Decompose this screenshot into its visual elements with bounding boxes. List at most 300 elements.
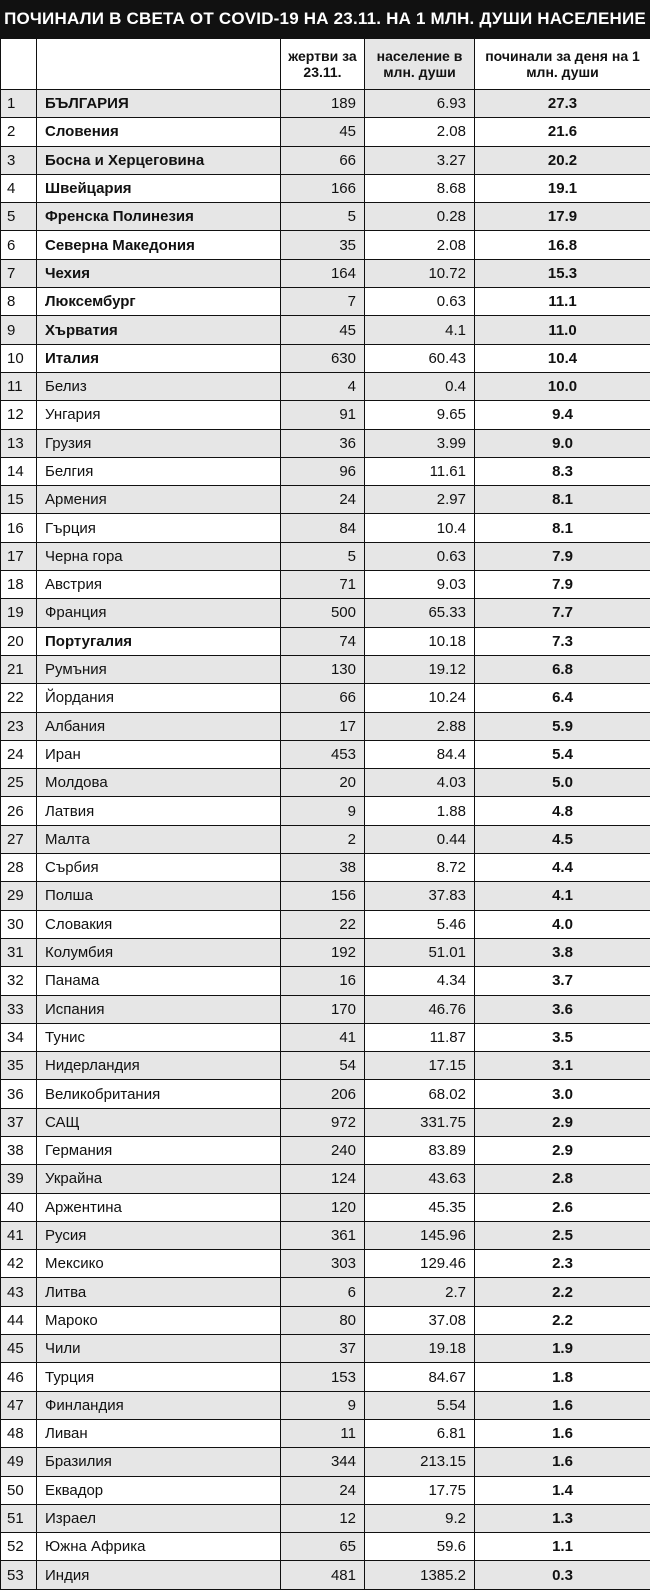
deaths-value: 17: [281, 712, 365, 740]
per-million-value: 16.8: [475, 231, 650, 259]
deaths-value: 91: [281, 401, 365, 429]
population-value: 5.46: [365, 910, 475, 938]
table-row: [1, 1504, 650, 1532]
per-million-value: 7.9: [475, 542, 650, 570]
table-row: [1, 1193, 650, 1221]
row-number: 45: [1, 1335, 37, 1363]
population-value: 43.63: [365, 1165, 475, 1193]
per-million-value: 1.6: [475, 1419, 650, 1447]
table-row: [1, 1363, 650, 1391]
row-number: 16: [1, 514, 37, 542]
population-value: 5.54: [365, 1391, 475, 1419]
country-name: Франция: [37, 599, 281, 627]
row-number: 40: [1, 1193, 37, 1221]
per-million-value: 3.6: [475, 995, 650, 1023]
country-name: Сърбия: [37, 854, 281, 882]
population-value: 0.63: [365, 288, 475, 316]
country-name: Ливан: [37, 1419, 281, 1447]
row-number: 8: [1, 288, 37, 316]
population-value: 10.18: [365, 627, 475, 655]
per-million-value: 1.9: [475, 1335, 650, 1363]
population-value: 10.24: [365, 684, 475, 712]
country-name: Словакия: [37, 910, 281, 938]
population-value: 10.4: [365, 514, 475, 542]
table-row: [1, 146, 650, 174]
country-name: Латвия: [37, 797, 281, 825]
row-number: 27: [1, 825, 37, 853]
deaths-value: 500: [281, 599, 365, 627]
country-name: Аржентина: [37, 1193, 281, 1221]
deaths-value: 5: [281, 203, 365, 231]
row-number: 14: [1, 457, 37, 485]
population-value: 19.12: [365, 655, 475, 683]
population-value: 83.89: [365, 1136, 475, 1164]
table-row: [1, 1108, 650, 1136]
country-name: Южна Африка: [37, 1533, 281, 1561]
table-body: [1, 90, 650, 1590]
country-name: Люксембург: [37, 288, 281, 316]
country-name: Малта: [37, 825, 281, 853]
country-name: Полша: [37, 882, 281, 910]
table-row: [1, 1561, 650, 1589]
country-name: Черна гора: [37, 542, 281, 570]
row-number: 24: [1, 740, 37, 768]
country-name: Португалия: [37, 627, 281, 655]
population-value: 4.03: [365, 769, 475, 797]
per-million-value: 3.5: [475, 1023, 650, 1051]
table-row: [1, 1476, 650, 1504]
population-value: 2.08: [365, 118, 475, 146]
country-name: Турция: [37, 1363, 281, 1391]
deaths-value: 4: [281, 372, 365, 400]
table-row: [1, 514, 650, 542]
per-million-value: 11.0: [475, 316, 650, 344]
per-million-value: 4.8: [475, 797, 650, 825]
deaths-value: 74: [281, 627, 365, 655]
row-number: 9: [1, 316, 37, 344]
row-number: 4: [1, 174, 37, 202]
per-million-value: 6.4: [475, 684, 650, 712]
deaths-value: 124: [281, 1165, 365, 1193]
per-million-value: 6.8: [475, 655, 650, 683]
table-row: [1, 797, 650, 825]
deaths-value: 453: [281, 740, 365, 768]
country-name: Русия: [37, 1221, 281, 1249]
deaths-value: 36: [281, 429, 365, 457]
population-value: 65.33: [365, 599, 475, 627]
table-row: [1, 1533, 650, 1561]
table-row: [1, 967, 650, 995]
per-million-value: 8.1: [475, 514, 650, 542]
per-million-value: 7.3: [475, 627, 650, 655]
population-value: 1385.2: [365, 1561, 475, 1589]
per-million-value: 3.7: [475, 967, 650, 995]
row-number: 37: [1, 1108, 37, 1136]
deaths-value: 9: [281, 1391, 365, 1419]
row-number: 29: [1, 882, 37, 910]
per-million-value: 5.9: [475, 712, 650, 740]
table-row: [1, 1165, 650, 1193]
country-name: Испания: [37, 995, 281, 1023]
per-million-value: 3.8: [475, 938, 650, 966]
population-value: 46.76: [365, 995, 475, 1023]
deaths-value: 45: [281, 118, 365, 146]
table-row: [1, 1023, 650, 1051]
population-value: 0.44: [365, 825, 475, 853]
table-row: [1, 457, 650, 485]
row-number: 36: [1, 1080, 37, 1108]
per-million-value: 4.4: [475, 854, 650, 882]
per-million-value: 1.1: [475, 1533, 650, 1561]
covid-deaths-table: [0, 38, 650, 1590]
deaths-value: 206: [281, 1080, 365, 1108]
row-number: 50: [1, 1476, 37, 1504]
per-million-value: 8.3: [475, 457, 650, 485]
country-name: Панама: [37, 967, 281, 995]
per-million-value: 4.1: [475, 882, 650, 910]
deaths-value: 361: [281, 1221, 365, 1249]
row-number: 33: [1, 995, 37, 1023]
row-number: 47: [1, 1391, 37, 1419]
deaths-value: 66: [281, 146, 365, 174]
per-million-value: 4.0: [475, 910, 650, 938]
table-row: [1, 684, 650, 712]
population-value: 11.61: [365, 457, 475, 485]
deaths-value: 45: [281, 316, 365, 344]
country-name: Гърция: [37, 514, 281, 542]
population-value: 0.28: [365, 203, 475, 231]
country-name: Мексико: [37, 1250, 281, 1278]
country-name: Армения: [37, 486, 281, 514]
deaths-value: 5: [281, 542, 365, 570]
per-million-value: 19.1: [475, 174, 650, 202]
population-value: 2.08: [365, 231, 475, 259]
row-number: 28: [1, 854, 37, 882]
population-value: 9.2: [365, 1504, 475, 1532]
deaths-value: 170: [281, 995, 365, 1023]
per-million-value: 1.6: [475, 1391, 650, 1419]
deaths-value: 7: [281, 288, 365, 316]
deaths-value: 120: [281, 1193, 365, 1221]
row-number: 39: [1, 1165, 37, 1193]
per-million-value: 2.9: [475, 1136, 650, 1164]
country-name: Австрия: [37, 571, 281, 599]
table-row: [1, 571, 650, 599]
population-value: 4.34: [365, 967, 475, 995]
country-name: Германия: [37, 1136, 281, 1164]
population-value: 60.43: [365, 344, 475, 372]
table-row: [1, 231, 650, 259]
population-value: 59.6: [365, 1533, 475, 1561]
population-value: 8.68: [365, 174, 475, 202]
table-row: [1, 854, 650, 882]
row-number: 3: [1, 146, 37, 174]
row-number: 46: [1, 1363, 37, 1391]
deaths-value: 166: [281, 174, 365, 202]
deaths-value: 9: [281, 797, 365, 825]
per-million-value: 2.9: [475, 1108, 650, 1136]
population-value: 8.72: [365, 854, 475, 882]
population-value: 4.1: [365, 316, 475, 344]
country-name: Израел: [37, 1504, 281, 1532]
table-row: [1, 1306, 650, 1334]
population-value: 2.97: [365, 486, 475, 514]
row-number: 13: [1, 429, 37, 457]
country-name: Северна Македония: [37, 231, 281, 259]
table-row: [1, 542, 650, 570]
table-row: [1, 1052, 650, 1080]
deaths-value: 164: [281, 259, 365, 287]
table-row: [1, 429, 650, 457]
row-number: 49: [1, 1448, 37, 1476]
row-number: 38: [1, 1136, 37, 1164]
country-name: Иран: [37, 740, 281, 768]
country-name: Белгия: [37, 457, 281, 485]
row-number: 20: [1, 627, 37, 655]
row-number: 19: [1, 599, 37, 627]
deaths-value: 972: [281, 1108, 365, 1136]
per-million-value: 17.9: [475, 203, 650, 231]
country-name: Мароко: [37, 1306, 281, 1334]
country-name: Йордания: [37, 684, 281, 712]
deaths-value: 20: [281, 769, 365, 797]
deaths-value: 192: [281, 938, 365, 966]
deaths-value: 481: [281, 1561, 365, 1589]
table-row: [1, 995, 650, 1023]
country-name: Грузия: [37, 429, 281, 457]
table-row: [1, 401, 650, 429]
population-value: 45.35: [365, 1193, 475, 1221]
row-number: 10: [1, 344, 37, 372]
population-value: 11.87: [365, 1023, 475, 1051]
per-million-value: 1.3: [475, 1504, 650, 1532]
country-name: Тунис: [37, 1023, 281, 1051]
header-per-million: починали за деня на 1 млн. души: [475, 39, 650, 90]
per-million-value: 3.0: [475, 1080, 650, 1108]
country-name: Чили: [37, 1335, 281, 1363]
row-number: 30: [1, 910, 37, 938]
deaths-value: 156: [281, 882, 365, 910]
row-number: 15: [1, 486, 37, 514]
country-name: Колумбия: [37, 938, 281, 966]
population-value: 17.15: [365, 1052, 475, 1080]
table-row: [1, 344, 650, 372]
per-million-value: 9.4: [475, 401, 650, 429]
deaths-value: 11: [281, 1419, 365, 1447]
per-million-value: 27.3: [475, 90, 650, 118]
table-row: [1, 740, 650, 768]
population-value: 1.88: [365, 797, 475, 825]
table-row: [1, 1448, 650, 1476]
row-number: 48: [1, 1419, 37, 1447]
table-header: [1, 39, 650, 90]
table-row: [1, 938, 650, 966]
per-million-value: 1.4: [475, 1476, 650, 1504]
population-value: 2.88: [365, 712, 475, 740]
deaths-value: 71: [281, 571, 365, 599]
country-name: Еквадор: [37, 1476, 281, 1504]
header-num: [1, 39, 37, 90]
population-value: 0.4: [365, 372, 475, 400]
table-row: [1, 1391, 650, 1419]
deaths-value: 35: [281, 231, 365, 259]
deaths-value: 2: [281, 825, 365, 853]
per-million-value: 10.4: [475, 344, 650, 372]
table-row: [1, 1136, 650, 1164]
row-number: 7: [1, 259, 37, 287]
row-number: 51: [1, 1504, 37, 1532]
table-row: [1, 288, 650, 316]
population-value: 6.81: [365, 1419, 475, 1447]
row-number: 32: [1, 967, 37, 995]
population-value: 0.63: [365, 542, 475, 570]
deaths-value: 38: [281, 854, 365, 882]
row-number: 43: [1, 1278, 37, 1306]
population-value: 9.03: [365, 571, 475, 599]
per-million-value: 11.1: [475, 288, 650, 316]
country-name: Френска Полинезия: [37, 203, 281, 231]
table-row: [1, 259, 650, 287]
table-row: [1, 1080, 650, 1108]
row-number: 34: [1, 1023, 37, 1051]
per-million-value: 15.3: [475, 259, 650, 287]
per-million-value: 2.2: [475, 1306, 650, 1334]
country-name: Литва: [37, 1278, 281, 1306]
table-row: [1, 882, 650, 910]
population-value: 2.7: [365, 1278, 475, 1306]
row-number: 41: [1, 1221, 37, 1249]
row-number: 53: [1, 1561, 37, 1589]
row-number: 6: [1, 231, 37, 259]
deaths-value: 65: [281, 1533, 365, 1561]
deaths-value: 6: [281, 1278, 365, 1306]
per-million-value: 5.4: [475, 740, 650, 768]
row-number: 31: [1, 938, 37, 966]
deaths-value: 84: [281, 514, 365, 542]
per-million-value: 3.1: [475, 1052, 650, 1080]
population-value: 19.18: [365, 1335, 475, 1363]
population-value: 145.96: [365, 1221, 475, 1249]
deaths-value: 24: [281, 1476, 365, 1504]
country-name: Украйна: [37, 1165, 281, 1193]
deaths-value: 66: [281, 684, 365, 712]
country-name: Молдова: [37, 769, 281, 797]
row-number: 18: [1, 571, 37, 599]
row-number: 5: [1, 203, 37, 231]
country-name: Словения: [37, 118, 281, 146]
row-number: 12: [1, 401, 37, 429]
table-row: [1, 372, 650, 400]
per-million-value: 10.0: [475, 372, 650, 400]
country-name: Унгария: [37, 401, 281, 429]
deaths-value: 41: [281, 1023, 365, 1051]
row-number: 17: [1, 542, 37, 570]
population-value: 51.01: [365, 938, 475, 966]
country-name: Индия: [37, 1561, 281, 1589]
population-value: 37.08: [365, 1306, 475, 1334]
table-row: [1, 1335, 650, 1363]
deaths-value: 80: [281, 1306, 365, 1334]
row-number: 44: [1, 1306, 37, 1334]
table-row: [1, 627, 650, 655]
per-million-value: 7.7: [475, 599, 650, 627]
population-value: 84.4: [365, 740, 475, 768]
country-name: Швейцария: [37, 174, 281, 202]
deaths-value: 22: [281, 910, 365, 938]
population-value: 213.15: [365, 1448, 475, 1476]
population-value: 17.75: [365, 1476, 475, 1504]
country-name: Нидерландия: [37, 1052, 281, 1080]
row-number: 22: [1, 684, 37, 712]
per-million-value: 1.8: [475, 1363, 650, 1391]
population-value: 68.02: [365, 1080, 475, 1108]
per-million-value: 2.8: [475, 1165, 650, 1193]
country-name: Чехия: [37, 259, 281, 287]
country-name: Албания: [37, 712, 281, 740]
deaths-value: 54: [281, 1052, 365, 1080]
deaths-value: 303: [281, 1250, 365, 1278]
per-million-value: 1.6: [475, 1448, 650, 1476]
population-value: 10.72: [365, 259, 475, 287]
row-number: 11: [1, 372, 37, 400]
deaths-value: 153: [281, 1363, 365, 1391]
deaths-value: 16: [281, 967, 365, 995]
deaths-value: 24: [281, 486, 365, 514]
table-row: [1, 174, 650, 202]
deaths-value: 12: [281, 1504, 365, 1532]
table-row: [1, 486, 650, 514]
table-row: [1, 910, 650, 938]
table-row: [1, 1419, 650, 1447]
header-row: [1, 39, 650, 90]
table-row: [1, 825, 650, 853]
per-million-value: 2.2: [475, 1278, 650, 1306]
population-value: 9.65: [365, 401, 475, 429]
population-value: 84.67: [365, 1363, 475, 1391]
per-million-value: 7.9: [475, 571, 650, 599]
per-million-value: 21.6: [475, 118, 650, 146]
population-value: 129.46: [365, 1250, 475, 1278]
row-number: 25: [1, 769, 37, 797]
deaths-value: 240: [281, 1136, 365, 1164]
table-row: [1, 1278, 650, 1306]
row-number: 23: [1, 712, 37, 740]
per-million-value: 8.1: [475, 486, 650, 514]
country-name: Финландия: [37, 1391, 281, 1419]
table-row: [1, 712, 650, 740]
table-row: [1, 655, 650, 683]
population-value: 331.75: [365, 1108, 475, 1136]
deaths-value: 630: [281, 344, 365, 372]
table-row: [1, 316, 650, 344]
deaths-value: 37: [281, 1335, 365, 1363]
table-row: [1, 769, 650, 797]
population-value: 3.27: [365, 146, 475, 174]
header-deaths: жертви за 23.11.: [281, 39, 365, 90]
population-value: 6.93: [365, 90, 475, 118]
country-name: Румъния: [37, 655, 281, 683]
table-row: [1, 118, 650, 146]
country-name: Босна и Херцеговина: [37, 146, 281, 174]
row-number: 1: [1, 90, 37, 118]
country-name: САЩ: [37, 1108, 281, 1136]
country-name: Италия: [37, 344, 281, 372]
header-country: [37, 39, 281, 90]
table-title: ПОЧИНАЛИ В СВЕТА ОТ COVID-19 НА 23.11. НА 1 МЛН. ДУШИ НАСЕЛЕНИЕ: [0, 0, 650, 38]
per-million-value: 0.3: [475, 1561, 650, 1589]
row-number: 52: [1, 1533, 37, 1561]
deaths-value: 189: [281, 90, 365, 118]
